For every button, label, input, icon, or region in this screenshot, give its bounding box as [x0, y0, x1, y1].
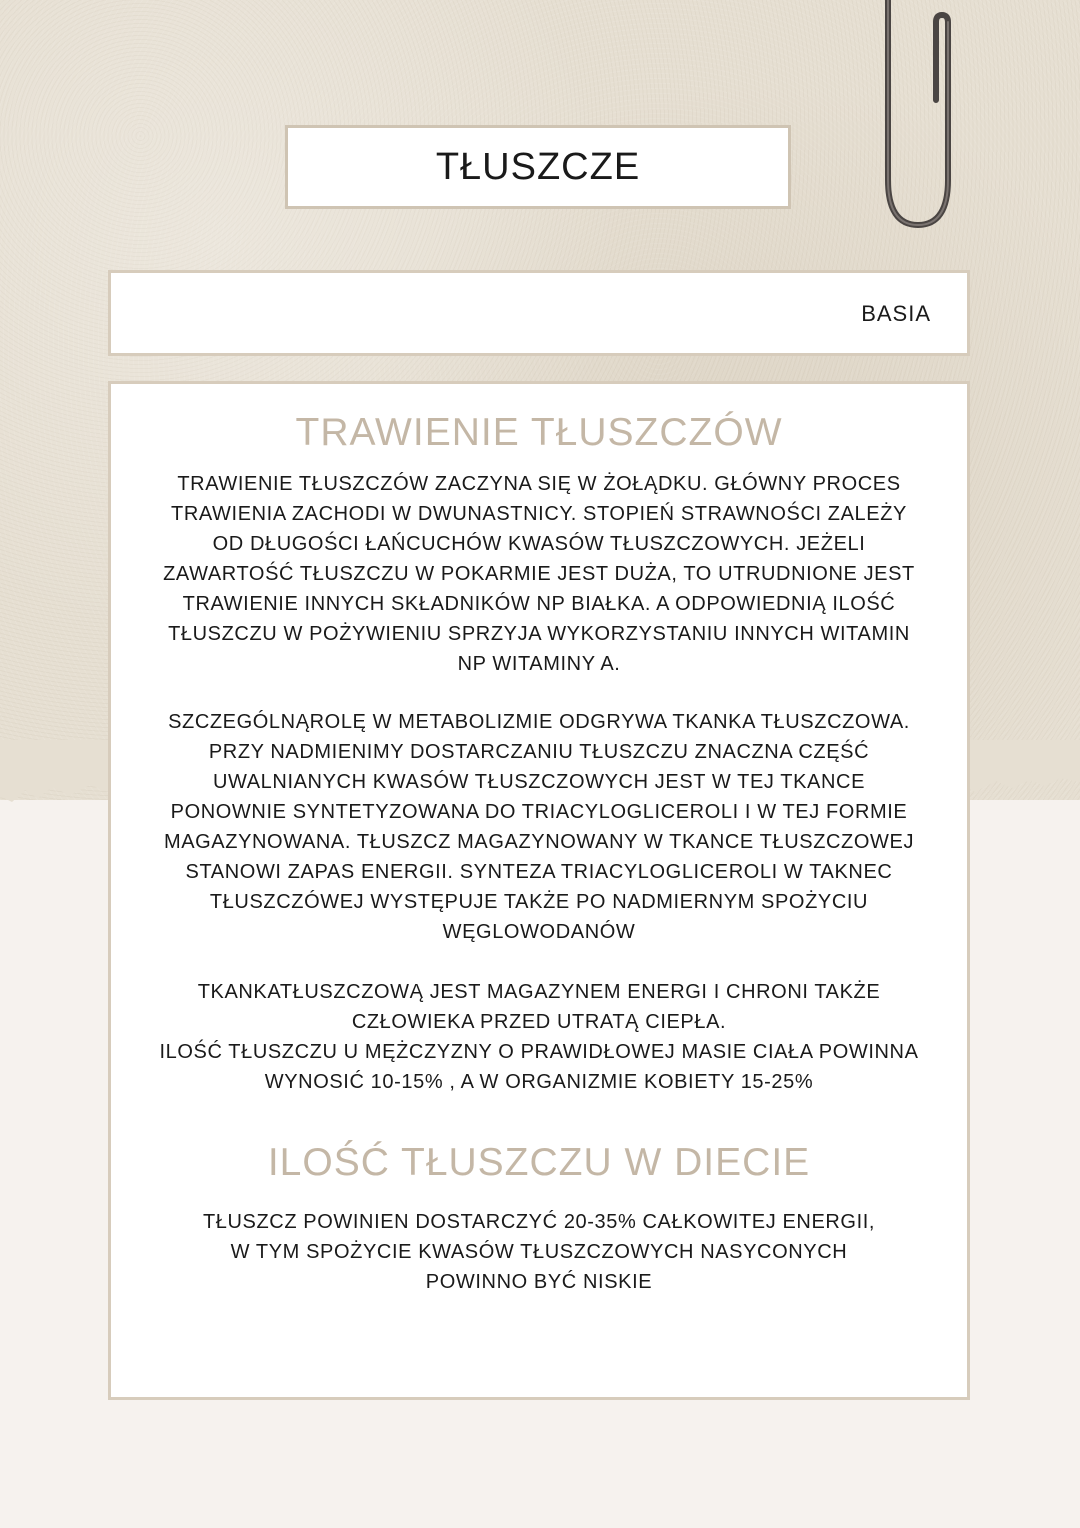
page-title: TŁUSZCZE [435, 145, 641, 188]
title-box [285, 125, 791, 209]
author-box [108, 270, 970, 356]
paragraph-digestion: TRAWIENIE TŁUSZCZÓW ZACZYNA SIĘ W ŻOŁĄDKU. GŁÓWNY PROCES TRAWIENIA ZACHODI W DWUNASTNICY. STOPIEŃ STRAWNOŚCI ZALEŻY OD DŁUGOŚCI ŁAŃCUCHÓW KWASÓW TŁUSZCZOWYCH. JEŻELI ZAWARTOŚĆ TŁUSZCZU W POKARMIE JEST DUŻA, TO UTRUDNIONE JEST TRAWIENIE INNYCH SKŁADNIKÓW NP BIAŁKA. A ODPOWIEDNIĄ ILOŚĆ TŁUSZCZU W POŻYWIENIU SPRZYJA WYKORZYSTANIU INNYCH WITAMIN NP WITAMINY A. [163, 473, 915, 675]
content-card [108, 381, 970, 1400]
section-heading-diet: ILOŚĆ TŁUSZCZU W DIECIE [267, 1141, 811, 1184]
paragraph-fat-amount: TKANKATŁUSZCZOWĄ JEST MAGAZYNEM ENERGI I CHRONI TAKŻE CZŁOWIEKA PRZED UTRATĄ CIEPŁA. ILOŚĆ TŁUSZCZU U MĘŻCZYZNY O PRAWIDŁOWEJ MASIE CIAŁA POWINNA WYNOSIĆ 10-15% , A W ORGANIZMIE KOBIETY 15-25% [159, 981, 919, 1093]
author-name: BASIA [861, 301, 931, 326]
section-heading-digestion: TRAWIENIE TŁUSZCZÓW [295, 411, 783, 454]
paperclip-icon [868, 0, 968, 240]
paragraph-adipose-metabolism: SZCZEGÓLNĄROLĘ W METABOLIZMIE ODGRYWA TKANKA TŁUSZCZOWA. PRZY NADMIENIMY DOSTARCZANIU TŁUSZCZU ZNACZNA CZĘŚĆ UWALNIANYCH KWASÓW TŁUSZCZOWYCH JEST W TEJ TKANCE PONOWNIE SYNTETYZOWANA DO TRIACYLOGLICEROLI I W TEJ FORMIE MAGAZYNOWANA. TŁUSZCZ MAGAZYNOWANY W TKANCE TŁUSZCZOWEJ STANOWI ZAPAS ENERGII. SYNTEZA TRIACYLOGLICEROLI W TAKNEC TŁUSZCZÓWEJ WYSTĘPUJE TAKŻE PO NADMIERNYM SPOŻYCIU WĘGLOWODANÓW [163, 711, 915, 943]
paragraph-diet: TŁUSZCZ POWINIEN DOSTARCZYĆ 20-35% CAŁKOWITEJ ENERGII, W TYM SPOŻYCIE KWASÓW TŁUSZCZOWYCH NASYCONYCH POWINNO BYĆ NISKIE [202, 1211, 876, 1293]
